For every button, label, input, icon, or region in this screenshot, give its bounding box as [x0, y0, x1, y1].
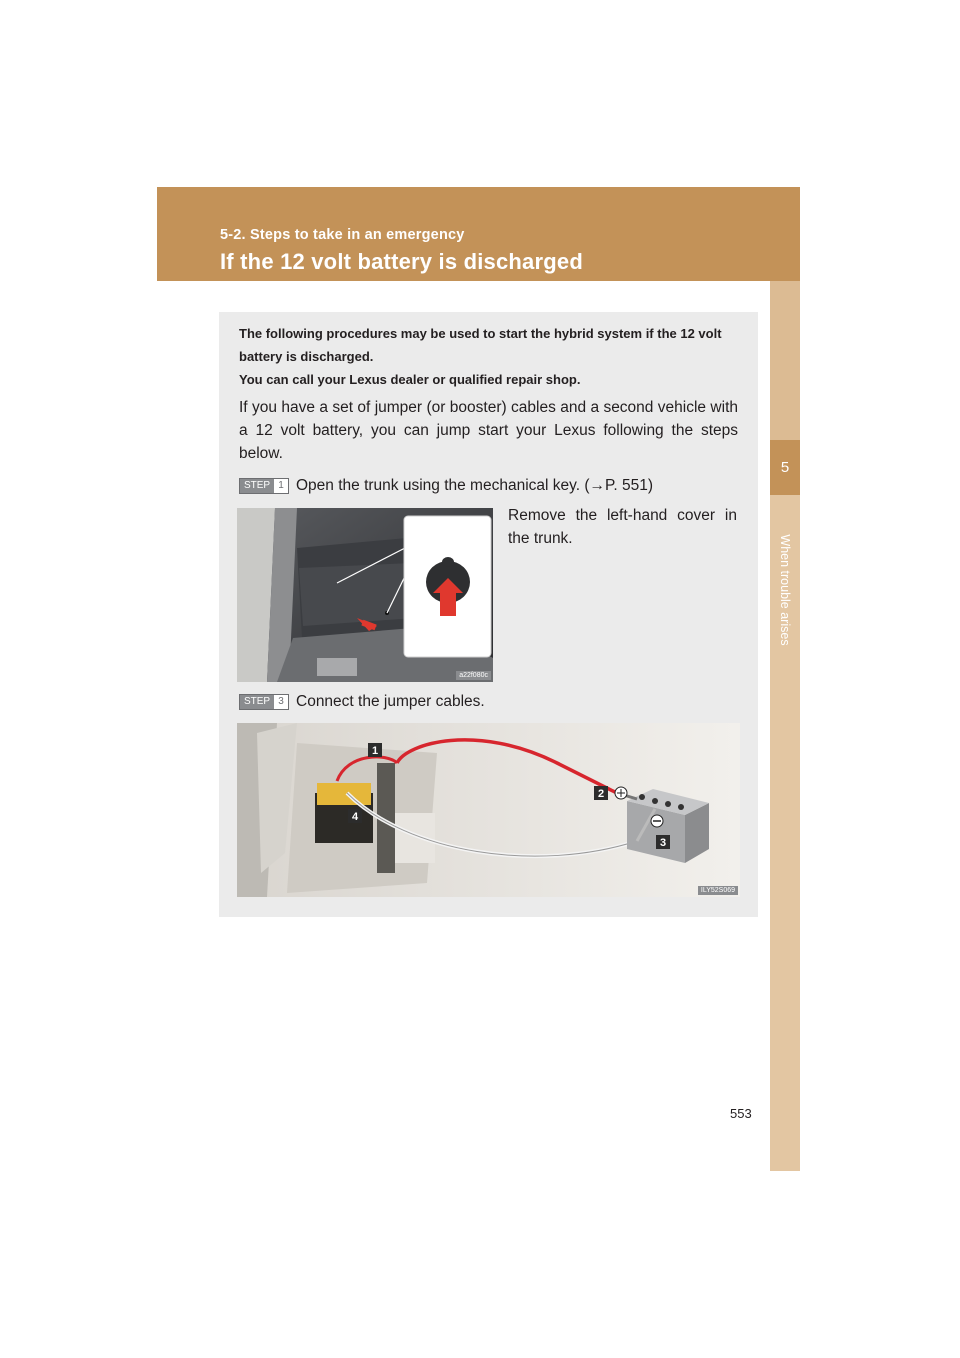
step-number: 3	[278, 696, 284, 707]
chapter-name[interactable]: When trouble arises	[778, 534, 792, 646]
page-title: If the 12 volt battery is discharged	[220, 249, 583, 274]
figure-code-trunk: a22f080c	[456, 671, 491, 680]
intro-line-1: The following procedures may be used to start the hybrid system if the 12 volt battery is discharged.	[239, 326, 722, 364]
side-tab-upper	[770, 281, 800, 440]
jumper-cables-illustration	[237, 723, 740, 897]
trunk-svg	[237, 508, 493, 682]
callout-1: 1	[371, 745, 379, 757]
figure-code-cables: ILY52S069	[698, 886, 738, 895]
step-1-badge	[239, 478, 289, 494]
step-3-badge	[239, 694, 289, 710]
callout-2: 2	[597, 788, 605, 800]
chapter-number[interactable]: 5	[770, 440, 800, 495]
intro-line-2: You can call your Lexus dealer or qualified repair shop.	[239, 372, 581, 387]
step-1-text: Open the trunk using the mechanical key. (→P. 551)	[296, 477, 653, 494]
section-label: 5-2. Steps to take in an emergency	[220, 227, 465, 243]
step-word: STEP	[240, 479, 274, 493]
intro-text	[239, 322, 738, 391]
step-number: 1	[278, 480, 284, 491]
step-2-text: Remove the left-hand cover in the trunk.	[508, 507, 737, 547]
cables-svg	[237, 723, 740, 897]
step-word: STEP	[240, 695, 274, 709]
step-3-text: Connect the jumper cables.	[296, 693, 485, 710]
page-number: 553	[730, 1106, 752, 1121]
body-paragraph: If you have a set of jumper (or booster) cables and a second vehicle with a 12 volt battery, you can jump start your Lexus following the steps below.	[239, 399, 738, 462]
trunk-cover-illustration	[237, 508, 493, 682]
callout-4: 4	[351, 811, 359, 823]
callout-3: 3	[659, 837, 667, 849]
